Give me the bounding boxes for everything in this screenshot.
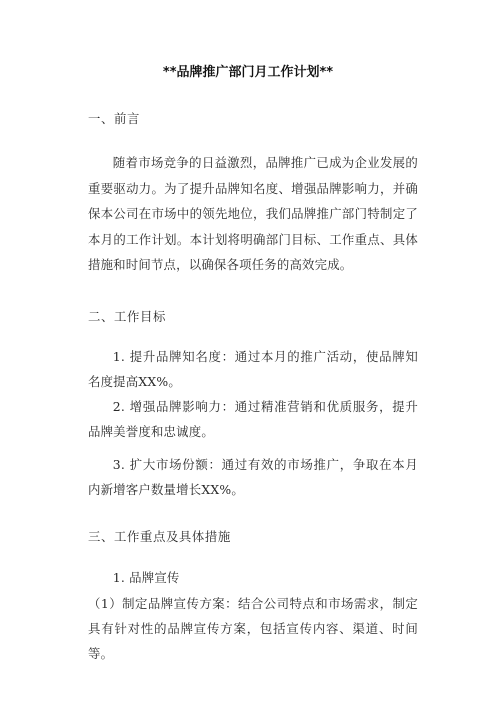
goal-item-3: 3. 扩大市场份额：通过有效的市场推广，争取在本月内新增客户数量增长XX%。: [88, 457, 418, 497]
preface-paragraph: 随着市场竞争的日益激烈，品牌推广已成为企业发展的重要驱动力。为了提升品牌知名度、增强品牌影响力，并确保本公司在市场中的领先地位，我们品牌推广部门特制定了本月的工作计划。本计划将明确部门目标、工作重点、具体措施和时间节点，以确保各项任务的高效完成。: [88, 155, 418, 273]
section-heading-preface: 一、前言: [88, 111, 140, 126]
focus-item-brand-promotion: 1. 品牌宣传: [112, 570, 180, 585]
section-heading-focus: 三、工作重点及具体措施: [88, 529, 231, 544]
section-heading-goals: 二、工作目标: [88, 309, 166, 324]
focus-subitem-1-text: （1）制定品牌宣传方案：结合公司特点和市场需求，制定具有针对性的品牌宣传方案，包括宣传内容、渠道、时间等。: [88, 596, 418, 661]
focus-subitem-1: [88, 592, 418, 666]
goal-item-2: 2. 增强品牌影响力：通过精准营销和优质服务，提升品牌美誉度和忠诚度。: [88, 399, 418, 439]
goal-item-1: 1. 提升品牌知名度：通过本月的推广活动，使品牌知名度提高XX%。: [88, 349, 418, 389]
document-title: **品牌推广部门月工作计划**: [162, 65, 334, 80]
